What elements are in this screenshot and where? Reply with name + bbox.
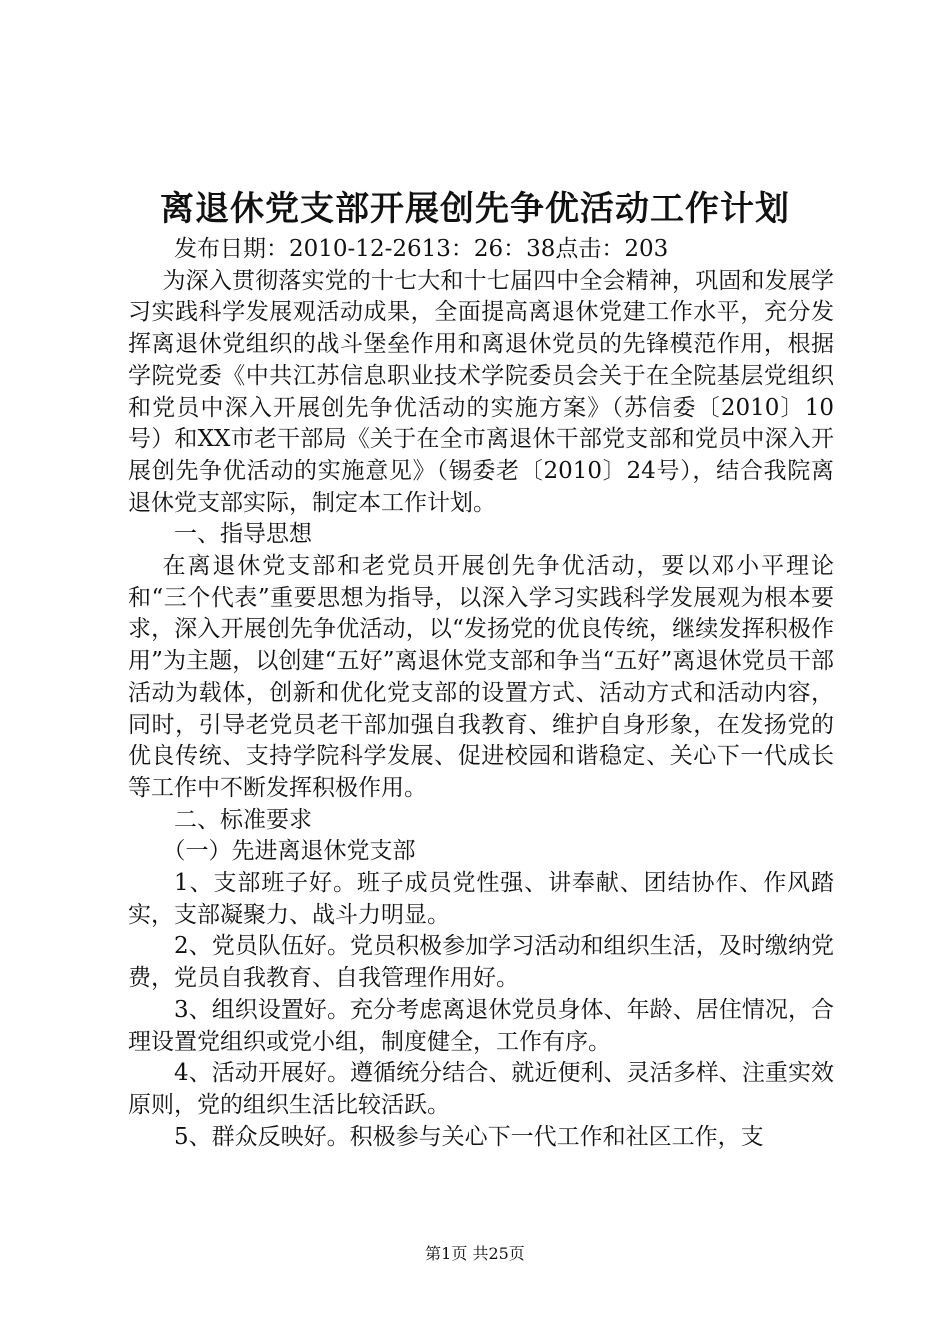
standard-item-4: 4、活动开展好。遵循统分结合、就近便利、灵活多样、注重实效原则，党的组织生活比较活跃。 bbox=[128, 1060, 834, 1118]
standard-item-2: 2、党员队伍好。党员积极参加学习活动和组织生活，及时缴纳党费，党员自我教育、自我管理作用好。 bbox=[128, 933, 834, 992]
body-content bbox=[128, 266, 834, 1216]
standard-item-5: 5、群众反映好。积极参与关心下一代工作和社区工作，支 bbox=[174, 1123, 764, 1150]
page-footer: 第1页 共25页 bbox=[425, 1244, 525, 1263]
section-heading-guiding-ideology: 一、指导思想 bbox=[174, 521, 312, 548]
document-body bbox=[128, 234, 834, 1216]
intro-paragraph: 为深入贯彻落实党的十七大和十七届四中全会精神，巩固和发展学习实践科学发展观活动成果，全面提高离退休党建工作水平，充分发挥离退休党组织的战斗堡垒作用和离退休党员的先锋模范作用，根据学院党委《中共江苏信息职业技术学院委员会关于在全院基层党组织和党员中深入开展创先争优活动的实施方案》（苏信委〔2010〕10号）和XX市老干部局《关于在全市离退休干部党支部和党员中深入开展创先争优活动的实施意见》（锡委老〔2010〕24号），结合我院离退休党支部实际，制定本工作计划。 bbox=[128, 267, 834, 516]
section-heading-standards: 二、标准要求 bbox=[174, 806, 312, 833]
meta-line: 发布日期：2010-12-2613：26：38点击：203 bbox=[174, 236, 669, 262]
standard-item-1: 1、支部班子好。班子成员党性强、讲奉献、团结协作、作风踏实，支部凝聚力、战斗力明显。 bbox=[128, 870, 834, 928]
subsection-heading-advanced-branch: （一）先进离退休党支部 bbox=[162, 838, 416, 865]
document-title: 离退休党支部开展创先争优活动工作计划 bbox=[160, 189, 790, 229]
standard-item-3: 3、组织设置好。充分考虑离退休党员身体、年龄、居住情况，合理设置党组织或党小组，制度健全，工作有序。 bbox=[128, 996, 834, 1055]
guiding-ideology-paragraph: 在离退休党支部和老党员开展创先争优活动，要以邓小平理论和“三个代表”重要思想为指导，以深入学习实践科学发展观为根本要求，深入开展创先争优活动，以“发扬党的优良传统，继续发挥积极作用”为主题，以创建“五好”离退休党支部和争当“五好”离退休党员干部活动为载体，创新和优化党支部的设置方式、活动方式和活动内容，同时，引导老党员老干部加强自我教育、维护自身形象，在发扬党的优良传统、支持学院科学发展、促进校园和谐稳定、关心下一代成长等工作中不断发挥积极作用。 bbox=[128, 553, 834, 801]
